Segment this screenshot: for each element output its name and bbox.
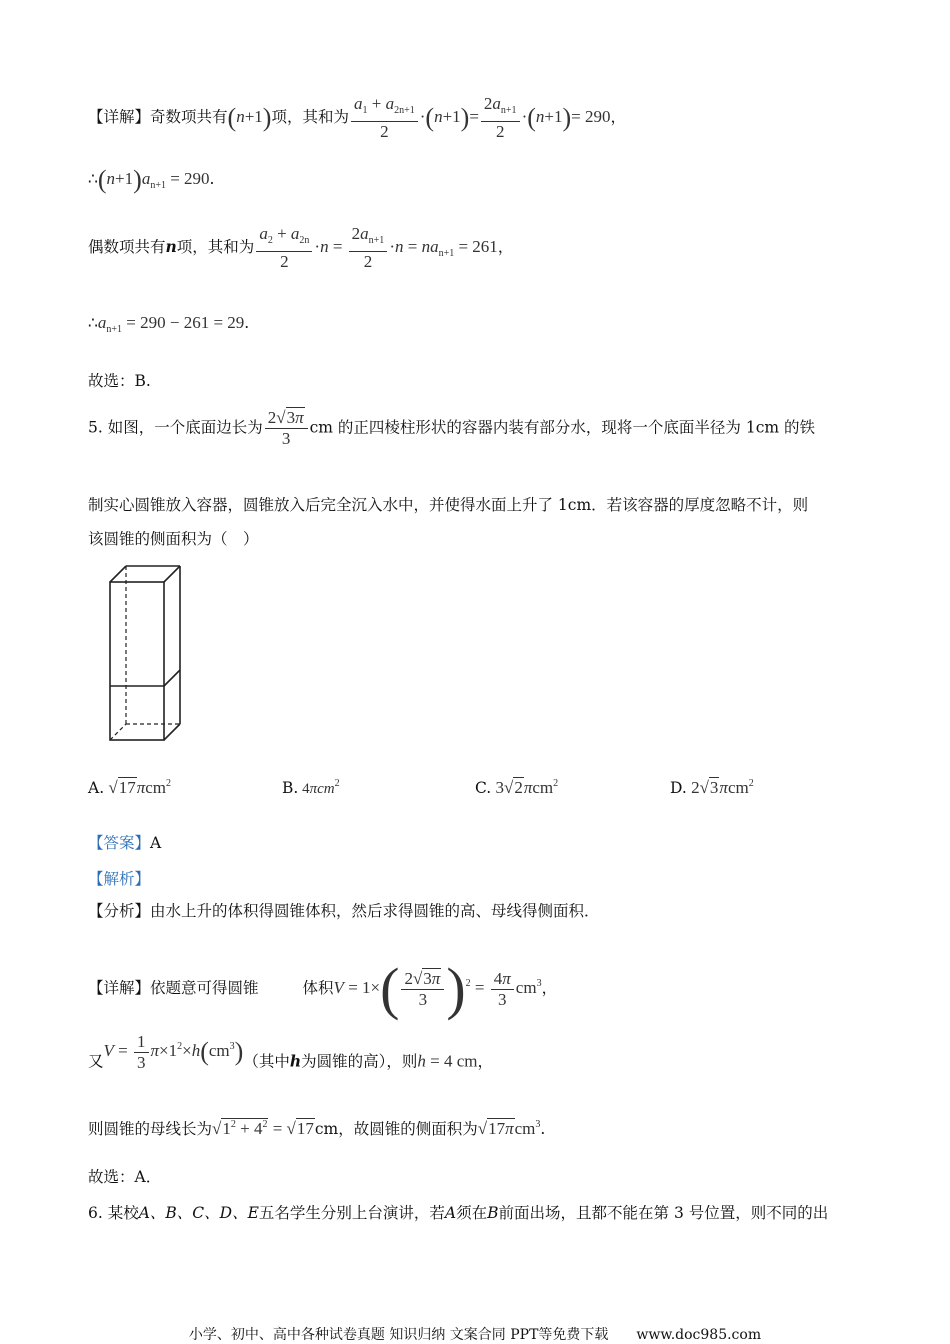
option-d-label: D. [670,779,687,797]
detail-text2: 体积 [302,978,334,997]
you-text3: 为圆锥的高），则 [301,1052,418,1071]
option-a-value: √17πcm$^2$ [104,778,172,797]
question-5-intro: 5. 如图，一个底面边长为 [88,418,263,437]
even-text2: 项，其和为 [176,237,255,256]
even-n: n [165,236,177,256]
answer-line [88,832,161,854]
mu-text: 则圆锥的母线长为 [88,1120,213,1138]
comma: ， [477,1052,494,1071]
comma: ， [541,978,558,997]
option-d-value: 2√3πcm$^2$ [686,778,754,797]
period: . [209,170,215,188]
therefore-symbol: ∴ [88,170,98,188]
formula-area: √17πcm$^3$ [477,1119,541,1138]
question-5-text: cm 的正四棱柱形状的容器内装有部分水，现将一个底面半径为 1cm 的铁 [309,418,815,437]
option-a-label: A. [88,779,105,797]
question-5-line1 [88,408,815,449]
question-5-line2: 制实心圆锥放入容器，圆锥放入后完全沉入水中，并使得水面上升了 1cm．若该容器的厚度忽略不计，则 [88,496,809,514]
detail-text1: 依题意可得圆锥 [150,978,259,997]
formula-side-length: $\frac{2√3\pi}{3}$ [263,417,310,436]
q6-names: A、B、C、D、E [138,1204,259,1222]
formula-even-sum: $\frac{a_2 + a_{2n}}{2}$ ·n = $\frac{2a_{n+1}}{2}$ $\cdot n = na_{n+1} = 261$ [254,237,498,256]
odd-text2: 项，其和为 [271,107,349,126]
formula-n-plus-1: (n+1) [227,103,272,132]
comma: ， [610,107,627,126]
fenxi-text: 由水上升的体积得圆锥体积，然后求得圆锥的高、母线得侧面积． [150,902,600,920]
even-text: 偶数项共有 [88,237,166,256]
odd-text: 奇数项共有 [150,107,228,126]
option-b-value: 4πcm$^2$ [298,778,340,797]
comma: ， [497,237,514,256]
formula-cone-volume: V = $\frac{1}{3}$ $\pi\times 1^2\times h(cm^3)$ [103,1032,244,1072]
q6-a: A [444,1204,457,1222]
answer-value: A [150,834,162,852]
detail-line-even [88,224,513,272]
option-b[interactable] [282,778,340,798]
you-h: h [289,1051,302,1071]
option-d[interactable] [670,778,754,798]
option-c-label: C. [475,779,492,797]
q6-text4: 前面出场，且都不能在第 3 号位置，则不同的出 [498,1204,829,1222]
period: . [540,1120,546,1138]
you-text2: （其中 [243,1052,290,1071]
choose-line-2: 故选：A． [88,1168,162,1186]
slant-height-line [88,1114,545,1140]
formula-volume: V = 1×( $\frac{2√3\pi}{3}$ )$^2$ = $\frac{4\pi}{3}$ $cm^3$ [333,956,542,1021]
detail-line-odd [88,94,626,142]
formula-odd-sum: $\frac{a_1 + a_{2n+1}}{2}$ ·(n+1)= $\frac{2a_{n+1}}{2}$ ·(n+1)= 290 [349,107,611,126]
analysis-label: 【解析】 [88,870,151,888]
mu-text2: cm，故圆锥的侧面积为 [314,1120,478,1138]
q6-text2: 五名学生分别上台演讲，若 [258,1204,445,1222]
option-c[interactable] [475,778,558,798]
question-5-line3: 该圆锥的侧面积为（ ） [88,530,259,548]
formula-slant: $√1^2 + 4^2 = √17$ [212,1119,314,1138]
answer-label: 【答案】 [88,834,151,852]
you-text: 又 [88,1052,104,1071]
formula-term-result: $a_{n+1} = 290 - 261 = 29$ [97,313,245,335]
therefore-line-2 [88,312,249,341]
therefore-line-1 [88,165,215,197]
detail-label: 【详解】 [88,107,151,126]
prism-figure [100,560,190,746]
formula-odd-result: $(n+1)a_{n+1} = 290$ [97,165,210,195]
q6-text: 6. 某校 [88,1204,139,1222]
option-b-label: B. [282,779,299,797]
choose-line-1: 故选：B. [88,372,151,390]
detail-volume-line [88,956,558,1021]
volume-formula-line [88,1032,494,1083]
detail-label-2: 【详解】 [88,978,151,997]
question-6-line [88,1202,828,1224]
fenxi-line [88,900,600,922]
option-a[interactable] [88,778,171,798]
therefore-symbol: ∴ [88,314,98,332]
formula-h-value: h = 4 cm [417,1051,478,1071]
period: . [244,314,250,332]
option-c-value: 3√2πcm$^2$ [491,778,559,797]
q6-b: B [487,1204,499,1222]
q6-text3: 须在 [456,1204,488,1222]
footer-link[interactable]: 小学、初中、高中各种试卷真题 知识归纳 文案合同 PPT等免费下载 www.doc985.com [188,1327,762,1343]
fenxi-label: 【分析】 [88,902,151,920]
